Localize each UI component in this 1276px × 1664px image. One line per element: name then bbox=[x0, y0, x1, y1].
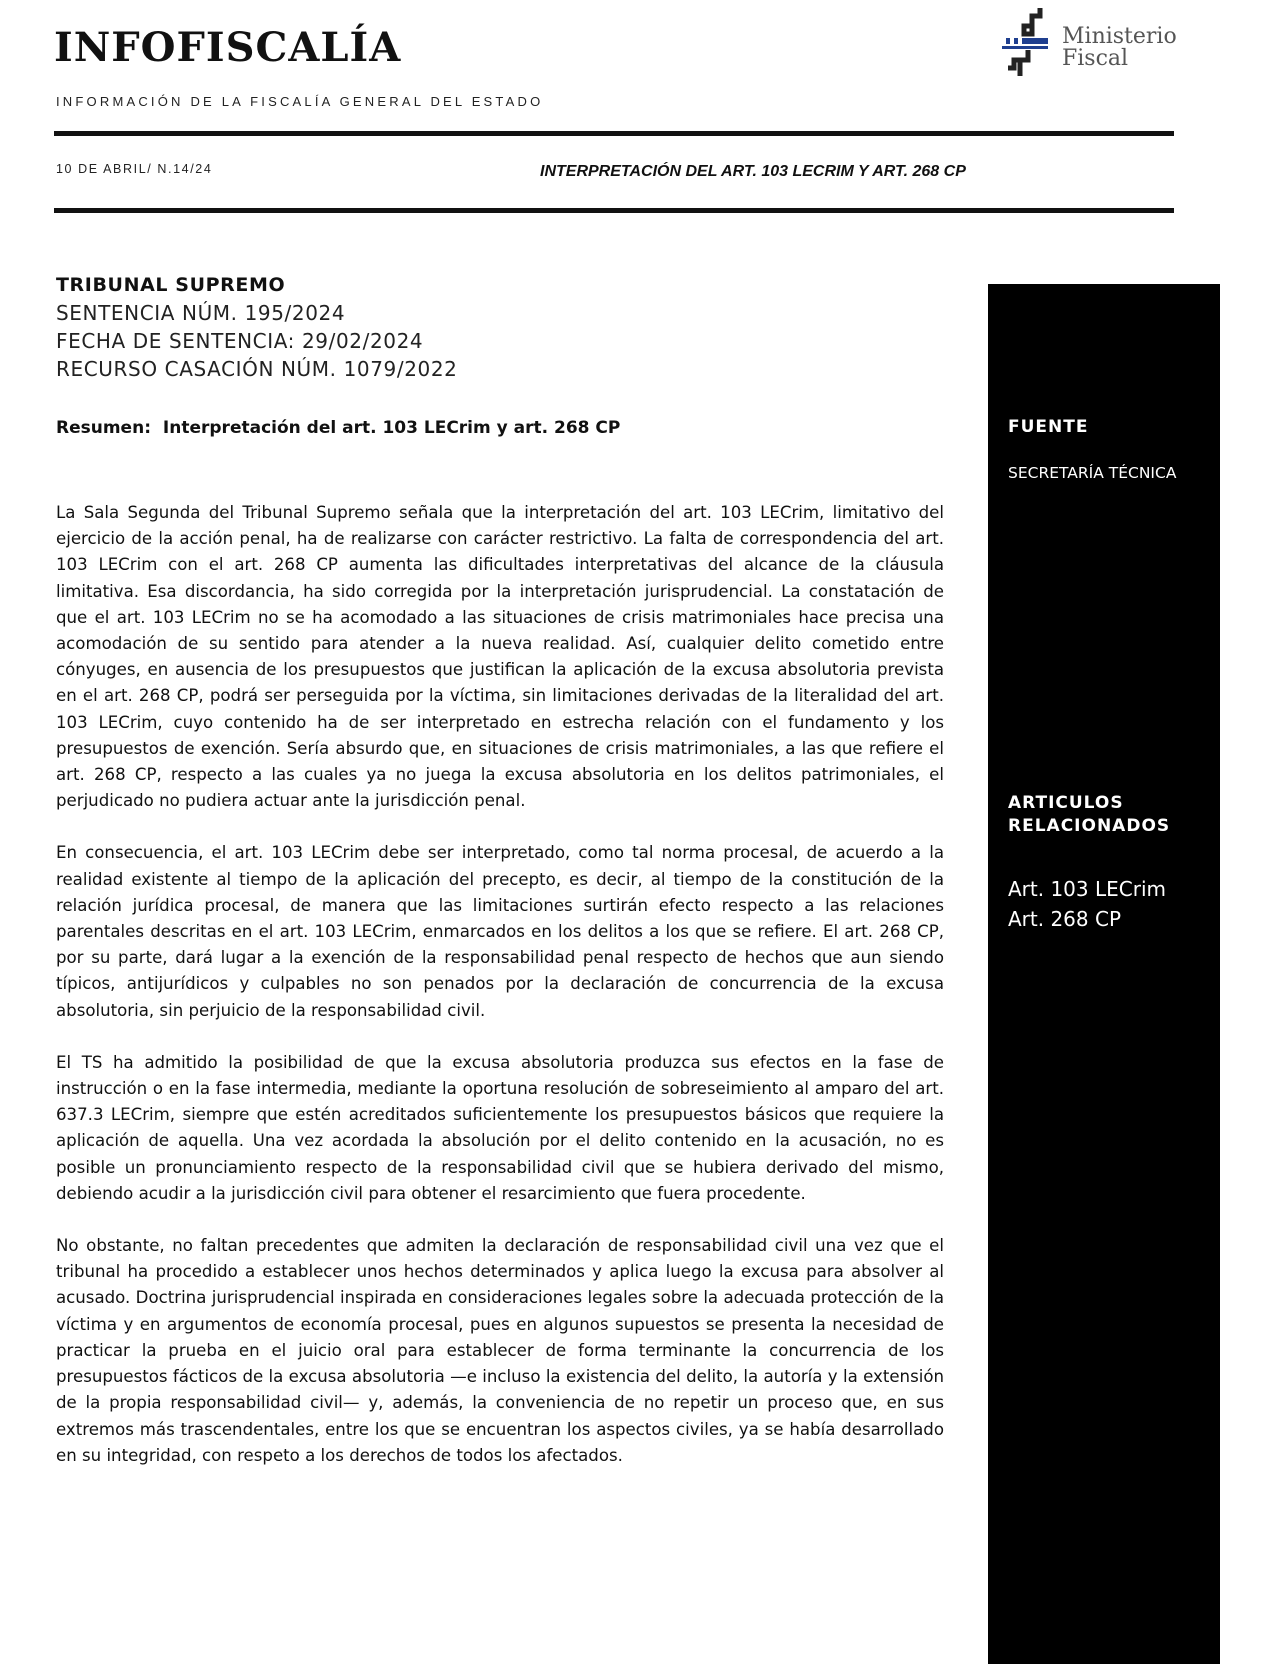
logo-wordmark bbox=[1062, 26, 1177, 70]
sentence-date: FECHA DE SENTENCIA: 29/02/2024 bbox=[56, 329, 424, 353]
body-paragraph: En consecuencia, el art. 103 LECrim debe ser interpretado, como tal norma procesal, de acuerdo a la realidad existente al tiempo de la aplicación del precepto, es decir, al tiempo de la constitución de la relación jurídica procesal, de manera que las limitaciones surtirán efecto respecto a las relaciones parentales descritas en el art. 103 LECrim, enmarcados en los delitos a los que se refiere. El art. 268 CP, por su parte, dará lugar a la exención de la responsabilidad penal respecto de hechos que aun siendo típicos, antijurídicos y culpables no son penados por la declaración de concurrencia de la excusa absolutoria, sin perjuicio de la responsabilidad civil. bbox=[56, 843, 944, 1020]
court-info bbox=[56, 271, 458, 383]
issue-date: 10 DE ABRIL/ N.14/24 bbox=[56, 162, 213, 176]
related-articles-list bbox=[1008, 874, 1166, 934]
ministerio-fiscal-emblem-icon bbox=[1000, 6, 1060, 78]
court-name: TRIBUNAL SUPREMO bbox=[56, 274, 286, 296]
article-body bbox=[56, 500, 944, 1495]
body-paragraph: El TS ha admitido la posibilidad de que la excusa absolutoria produzca sus efectos en la fase de instrucción o en la fase intermedia, mediante la oportuna resolución de sobreseimiento al amparo del art. 637.3 LECrim, siempre que estén acreditados suficientemente los presupuestos básicos que requiere la aplicación de aquella. Una vez acordada la absolución por el delito contenido en la acusación, no es posible un pronunciamiento respecto de la responsabilidad civil que se hubiera derivado del mismo, debiendo acudir a la jurisdicción civil para obtener el resarcimiento que fuera procedente. bbox=[56, 1052, 944, 1203]
body-paragraph: No obstante, no faltan precedentes que admiten la declaración de responsabilidad civil una vez que el tribunal ha procedido a establecer unos hechos determinados y aplica luego la excusa para absolver al acusado. Doctrina jurisprudencial inspirada en consideraciones legales sobre la adecuada protección de la víctima y en argumentos de economía procesal, pues en algunos supuestos se presenta la necesidad de practicar la prueba en el juicio oral para establecer de forma terminante la concurrencia de los presupuestos fácticos de la excusa absolutoria —e incluso la existencia del delito, la autoría y la extensión de la propia responsabilidad civil— y, además, la conveniencia de no repetir un proceso que, en sus extremos más trascendentales, entre los que se encuentran los aspectos civiles, ya se había desarrollado en su integridad, con respeto a los derechos de todos los afectados. bbox=[56, 1236, 944, 1465]
ministerio-fiscal-logo bbox=[1000, 6, 1190, 78]
masthead-subtitle: INFORMACIÓN DE LA FISCALÍA GENERAL DEL ESTADO bbox=[56, 94, 544, 109]
sidebar bbox=[988, 284, 1220, 1664]
header-top-rule bbox=[54, 131, 1174, 136]
logo-line-1: Ministerio bbox=[1062, 24, 1177, 49]
source-heading: FUENTE bbox=[1008, 417, 1089, 437]
related-article-item: Art. 103 LECrim bbox=[1008, 877, 1166, 901]
related-articles-heading: ARTICULOS RELACIONADOS bbox=[1008, 793, 1171, 836]
summary bbox=[56, 418, 620, 438]
related-article-item: Art. 268 CP bbox=[1008, 907, 1122, 931]
logo-line-2: Fiscal bbox=[1062, 46, 1129, 71]
sentence-number: SENTENCIA NÚM. 195/2024 bbox=[56, 301, 346, 325]
summary-label: Resumen: bbox=[56, 418, 151, 438]
source-value: SECRETARÍA TÉCNICA bbox=[1008, 464, 1177, 482]
appeal-number: RECURSO CASACIÓN NÚM. 1079/2022 bbox=[56, 357, 458, 381]
body-paragraph: La Sala Segunda del Tribunal Supremo señala que la interpretación del art. 103 LECrim, limitativo del ejercicio de la acción penal, ha de realizarse con carácter restrictivo. La falta de correspondencia del art. 103 LECrim con el art. 268 CP aumenta las dificultades interpretativas del alcance de la cláusula limitativa. Esa discordancia, ha sido corregida por la interpretación jurisprudencial. La constatación de que el art. 103 LECrim no se ha acomodado a las situaciones de crisis matrimoniales hace precisa una acomodación de su sentido para atender a la nueva realidad. Así, cualquier delito cometido entre cónyuges, en ausencia de los presupuestos que justifican la aplicación de la excusa absolutoria prevista en el art. 268 CP, podrá ser perseguida por la víctima, sin limitaciones derivadas de la literalidad del art. 103 LECrim, cuyo contenido ha de ser interpretado en estrecha relación con el fundamento y los presupuestos de exención. Sería absurdo que, en situaciones de crisis matrimoniales, a las que refiere el art. 268 CP, respecto a las cuales ya no juega la excusa absolutoria en los delitos patrimoniales, el perjudicado no pudiera actuar ante la jurisdicción penal. bbox=[56, 503, 944, 811]
header-bottom-rule bbox=[54, 208, 1174, 213]
issue-topic: INTERPRETACIÓN DEL ART. 103 LECRIM Y ART. 268 CP bbox=[540, 163, 966, 180]
masthead-title: INFOFISCALÍA bbox=[54, 24, 402, 71]
summary-text: Interpretación del art. 103 LECrim y art. 268 CP bbox=[162, 418, 621, 438]
